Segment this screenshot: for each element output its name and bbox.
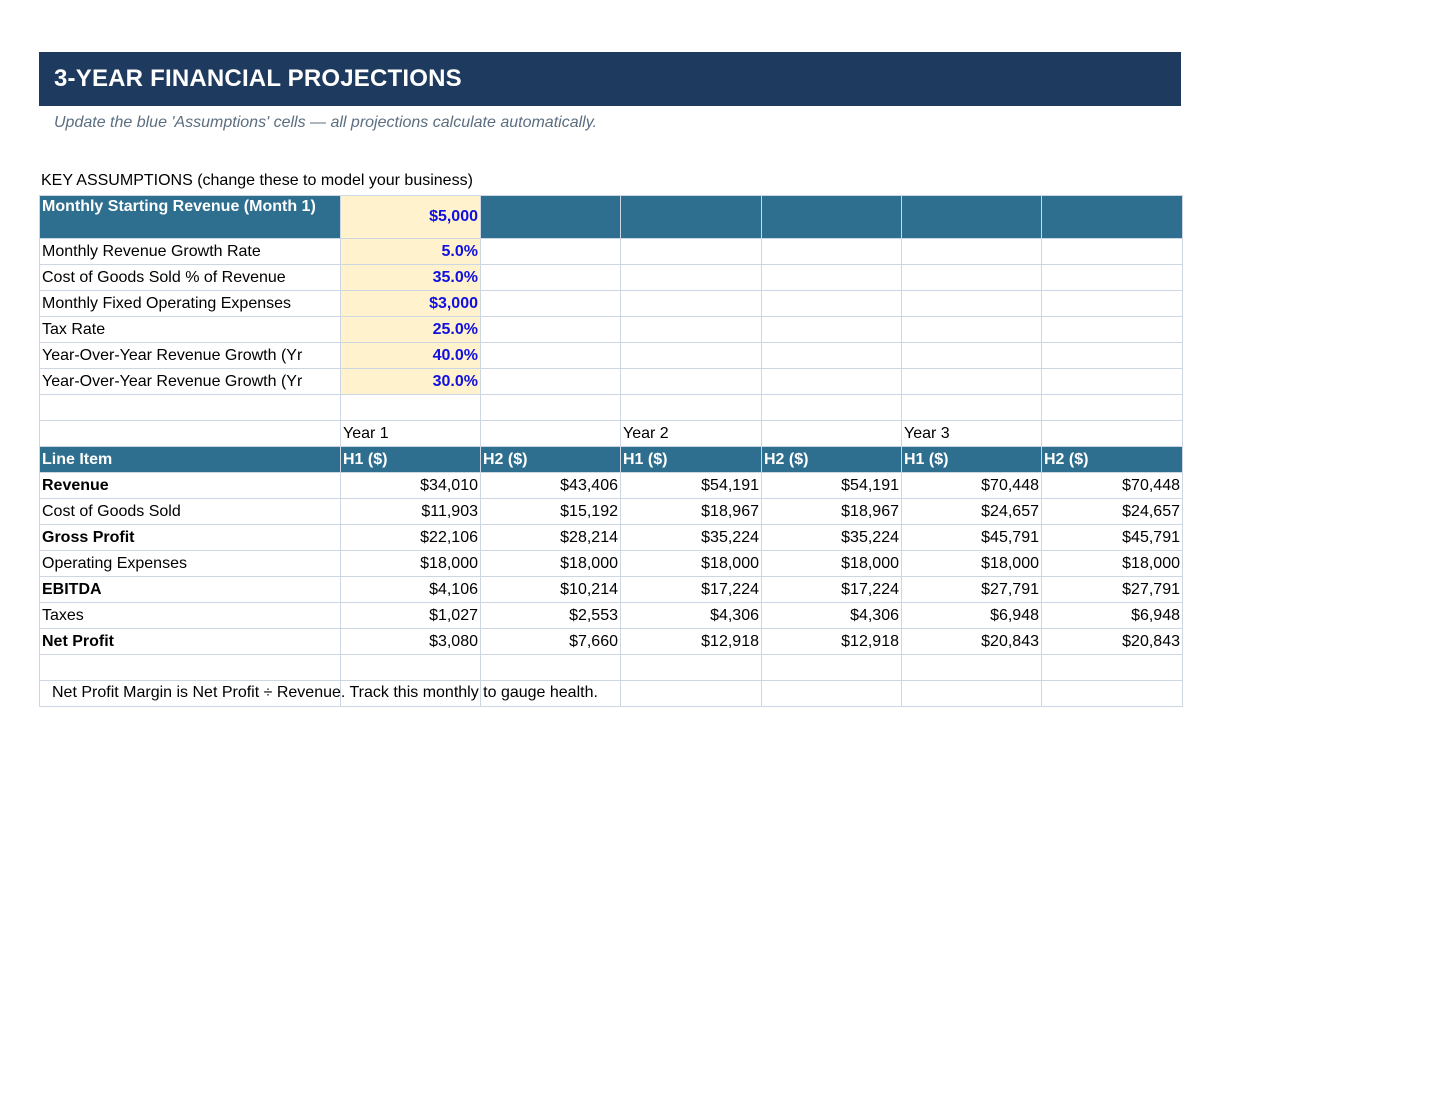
empty-cell[interactable] <box>481 317 621 343</box>
empty-cell[interactable] <box>341 395 481 421</box>
empty-cell[interactable] <box>621 291 762 317</box>
value-cell[interactable]: $27,791 <box>902 577 1042 603</box>
header-fill-cell <box>902 196 1042 239</box>
empty-cell[interactable] <box>902 369 1042 395</box>
assumption-row <box>40 265 1183 291</box>
value-cell[interactable]: $45,791 <box>1042 525 1183 551</box>
empty-cell[interactable] <box>621 265 762 291</box>
empty-cell[interactable] <box>1042 291 1183 317</box>
column-header: H2 ($) <box>1042 447 1183 473</box>
value-cell[interactable]: $4,106 <box>341 577 481 603</box>
empty-cell[interactable] <box>902 343 1042 369</box>
blank-row <box>40 395 1183 421</box>
empty-cell[interactable] <box>762 369 902 395</box>
table-row <box>40 525 1183 551</box>
value-cell[interactable]: $4,306 <box>762 603 902 629</box>
value-cell[interactable]: $17,224 <box>621 577 762 603</box>
empty-cell[interactable] <box>1042 317 1183 343</box>
empty-cell[interactable] <box>40 421 341 447</box>
line-item-label: Gross Profit <box>40 525 341 551</box>
assumption-label: Monthly Fixed Operating Expenses <box>40 291 341 317</box>
empty-cell[interactable] <box>481 291 621 317</box>
value-cell[interactable]: $54,191 <box>621 473 762 499</box>
year-label: Year 1 <box>341 421 481 447</box>
value-cell[interactable]: $3,080 <box>341 629 481 655</box>
empty-cell[interactable] <box>1042 395 1183 421</box>
value-cell[interactable]: $18,000 <box>341 551 481 577</box>
value-cell[interactable]: $1,027 <box>341 603 481 629</box>
column-header: H1 ($) <box>902 447 1042 473</box>
empty-cell[interactable] <box>621 343 762 369</box>
header-fill-cell <box>481 196 621 239</box>
note-cell[interactable] <box>40 681 598 707</box>
empty-cell[interactable] <box>762 239 902 265</box>
value-cell[interactable]: $54,191 <box>762 473 902 499</box>
value-cell[interactable]: $7,660 <box>481 629 621 655</box>
empty-cell[interactable] <box>481 265 621 291</box>
table-row <box>40 577 1183 603</box>
empty-cell[interactable] <box>1042 681 1183 707</box>
empty-cell[interactable] <box>481 239 621 265</box>
value-cell[interactable]: $15,192 <box>481 499 621 525</box>
table-row <box>40 629 1183 655</box>
empty-cell[interactable] <box>902 317 1042 343</box>
assumption-input-cell[interactable]: 5.0% <box>341 239 481 265</box>
value-cell[interactable]: $18,000 <box>481 551 621 577</box>
value-cell[interactable]: $18,000 <box>762 551 902 577</box>
value-cell[interactable]: $10,214 <box>481 577 621 603</box>
assumption-row <box>40 239 1183 265</box>
empty-cell[interactable] <box>621 317 762 343</box>
value-cell[interactable]: $70,448 <box>1042 473 1183 499</box>
column-header: H1 ($) <box>341 447 481 473</box>
value-cell[interactable]: $6,948 <box>1042 603 1183 629</box>
value-cell[interactable]: $27,791 <box>1042 577 1183 603</box>
value-cell[interactable]: $35,224 <box>621 525 762 551</box>
header-fill-cell <box>762 196 902 239</box>
assumptions-section-label: KEY ASSUMPTIONS (change these to model your business) <box>41 172 473 189</box>
assumption-row <box>40 291 1183 317</box>
column-header: H2 ($) <box>762 447 902 473</box>
empty-cell[interactable] <box>40 655 341 681</box>
value-cell[interactable]: $18,000 <box>621 551 762 577</box>
empty-cell[interactable] <box>1042 421 1183 447</box>
assumption-input-cell[interactable]: 40.0% <box>341 343 481 369</box>
value-cell[interactable]: $35,224 <box>762 525 902 551</box>
value-cell[interactable]: $11,903 <box>341 499 481 525</box>
table-row <box>40 551 1183 577</box>
value-cell[interactable]: $20,843 <box>902 629 1042 655</box>
assumption-label: Year-Over-Year Revenue Growth (Yr <box>40 343 341 369</box>
line-item-label: Operating Expenses <box>40 551 341 577</box>
empty-cell[interactable] <box>481 369 621 395</box>
value-cell[interactable]: $70,448 <box>902 473 1042 499</box>
table-row <box>40 473 1183 499</box>
value-cell[interactable]: $18,967 <box>762 499 902 525</box>
empty-cell[interactable] <box>1042 239 1183 265</box>
empty-cell[interactable] <box>902 265 1042 291</box>
value-cell[interactable]: $18,000 <box>1042 551 1183 577</box>
year-label: Year 3 <box>902 421 1042 447</box>
empty-cell[interactable] <box>762 655 902 681</box>
assumption-input-cell[interactable]: 35.0% <box>341 265 481 291</box>
column-header: H1 ($) <box>621 447 762 473</box>
empty-cell[interactable] <box>902 655 1042 681</box>
assumption-row <box>40 196 1183 239</box>
spreadsheet-grid <box>39 195 1183 707</box>
empty-cell[interactable] <box>40 395 341 421</box>
note-text: Net Profit Margin is Net Profit ÷ Revenue. Track this monthly to gauge health. <box>52 684 598 701</box>
empty-cell[interactable] <box>481 395 621 421</box>
line-item-label: Cost of Goods Sold <box>40 499 341 525</box>
empty-cell[interactable] <box>621 395 762 421</box>
empty-cell[interactable] <box>902 291 1042 317</box>
value-cell[interactable]: $17,224 <box>762 577 902 603</box>
empty-cell[interactable] <box>1042 265 1183 291</box>
column-header: H2 ($) <box>481 447 621 473</box>
page-title: 3-YEAR FINANCIAL PROJECTIONS <box>54 65 462 92</box>
value-cell[interactable]: $18,967 <box>621 499 762 525</box>
assumption-row <box>40 369 1183 395</box>
year-label-row <box>40 421 1183 447</box>
value-cell[interactable]: $24,657 <box>902 499 1042 525</box>
title-banner <box>39 52 1181 106</box>
table-row <box>40 499 1183 525</box>
projection-header-row <box>40 447 1183 473</box>
line-item-label: EBITDA <box>40 577 341 603</box>
assumption-label: Tax Rate <box>40 317 341 343</box>
empty-cell[interactable] <box>341 655 481 681</box>
value-cell[interactable]: $24,657 <box>1042 499 1183 525</box>
value-cell[interactable]: $4,306 <box>621 603 762 629</box>
note-row <box>40 681 1183 707</box>
empty-cell[interactable] <box>762 421 902 447</box>
empty-cell[interactable] <box>762 317 902 343</box>
year-label: Year 2 <box>621 421 762 447</box>
column-header: Line Item <box>40 447 341 473</box>
assumption-label: Year-Over-Year Revenue Growth (Yr <box>40 369 341 395</box>
assumption-input-cell[interactable]: 25.0% <box>341 317 481 343</box>
value-cell[interactable]: $12,918 <box>621 629 762 655</box>
empty-cell[interactable] <box>1042 369 1183 395</box>
value-cell[interactable]: $43,406 <box>481 473 621 499</box>
empty-cell[interactable] <box>1042 343 1183 369</box>
empty-cell[interactable] <box>481 343 621 369</box>
header-fill-cell <box>621 196 762 239</box>
empty-cell[interactable] <box>481 655 621 681</box>
assumption-input-cell[interactable]: $3,000 <box>341 291 481 317</box>
assumption-label: Cost of Goods Sold % of Revenue <box>40 265 341 291</box>
empty-cell[interactable] <box>762 265 902 291</box>
empty-cell[interactable] <box>621 239 762 265</box>
empty-cell[interactable] <box>902 239 1042 265</box>
empty-cell[interactable] <box>621 369 762 395</box>
value-cell[interactable]: $28,214 <box>481 525 621 551</box>
line-item-label: Taxes <box>40 603 341 629</box>
empty-cell[interactable] <box>621 681 762 707</box>
header-fill-cell <box>1042 196 1183 239</box>
line-item-label: Revenue <box>40 473 341 499</box>
assumption-input-cell[interactable]: $5,000 <box>341 196 481 239</box>
line-item-label: Net Profit <box>40 629 341 655</box>
assumption-label: Monthly Starting Revenue (Month 1) <box>40 196 341 239</box>
empty-cell[interactable] <box>1042 655 1183 681</box>
assumption-input-cell[interactable]: 30.0% <box>341 369 481 395</box>
empty-cell[interactable] <box>762 681 902 707</box>
value-cell[interactable]: $6,948 <box>902 603 1042 629</box>
value-cell[interactable]: $22,106 <box>341 525 481 551</box>
value-cell[interactable]: $20,843 <box>1042 629 1183 655</box>
empty-cell[interactable] <box>621 655 762 681</box>
assumption-label: Monthly Revenue Growth Rate <box>40 239 341 265</box>
empty-cell[interactable] <box>902 681 1042 707</box>
value-cell[interactable]: $2,553 <box>481 603 621 629</box>
assumption-row <box>40 317 1183 343</box>
empty-cell[interactable] <box>762 291 902 317</box>
empty-cell[interactable] <box>902 395 1042 421</box>
blank-row <box>40 655 1183 681</box>
empty-cell[interactable] <box>762 343 902 369</box>
value-cell[interactable]: $45,791 <box>902 525 1042 551</box>
empty-cell[interactable] <box>481 421 621 447</box>
value-cell[interactable]: $12,918 <box>762 629 902 655</box>
empty-cell[interactable] <box>762 395 902 421</box>
value-cell[interactable]: $18,000 <box>902 551 1042 577</box>
page-subtitle: Update the blue 'Assumptions' cells — all projections calculate automatically. <box>54 114 597 131</box>
assumption-row <box>40 343 1183 369</box>
value-cell[interactable]: $34,010 <box>341 473 481 499</box>
table-row <box>40 603 1183 629</box>
